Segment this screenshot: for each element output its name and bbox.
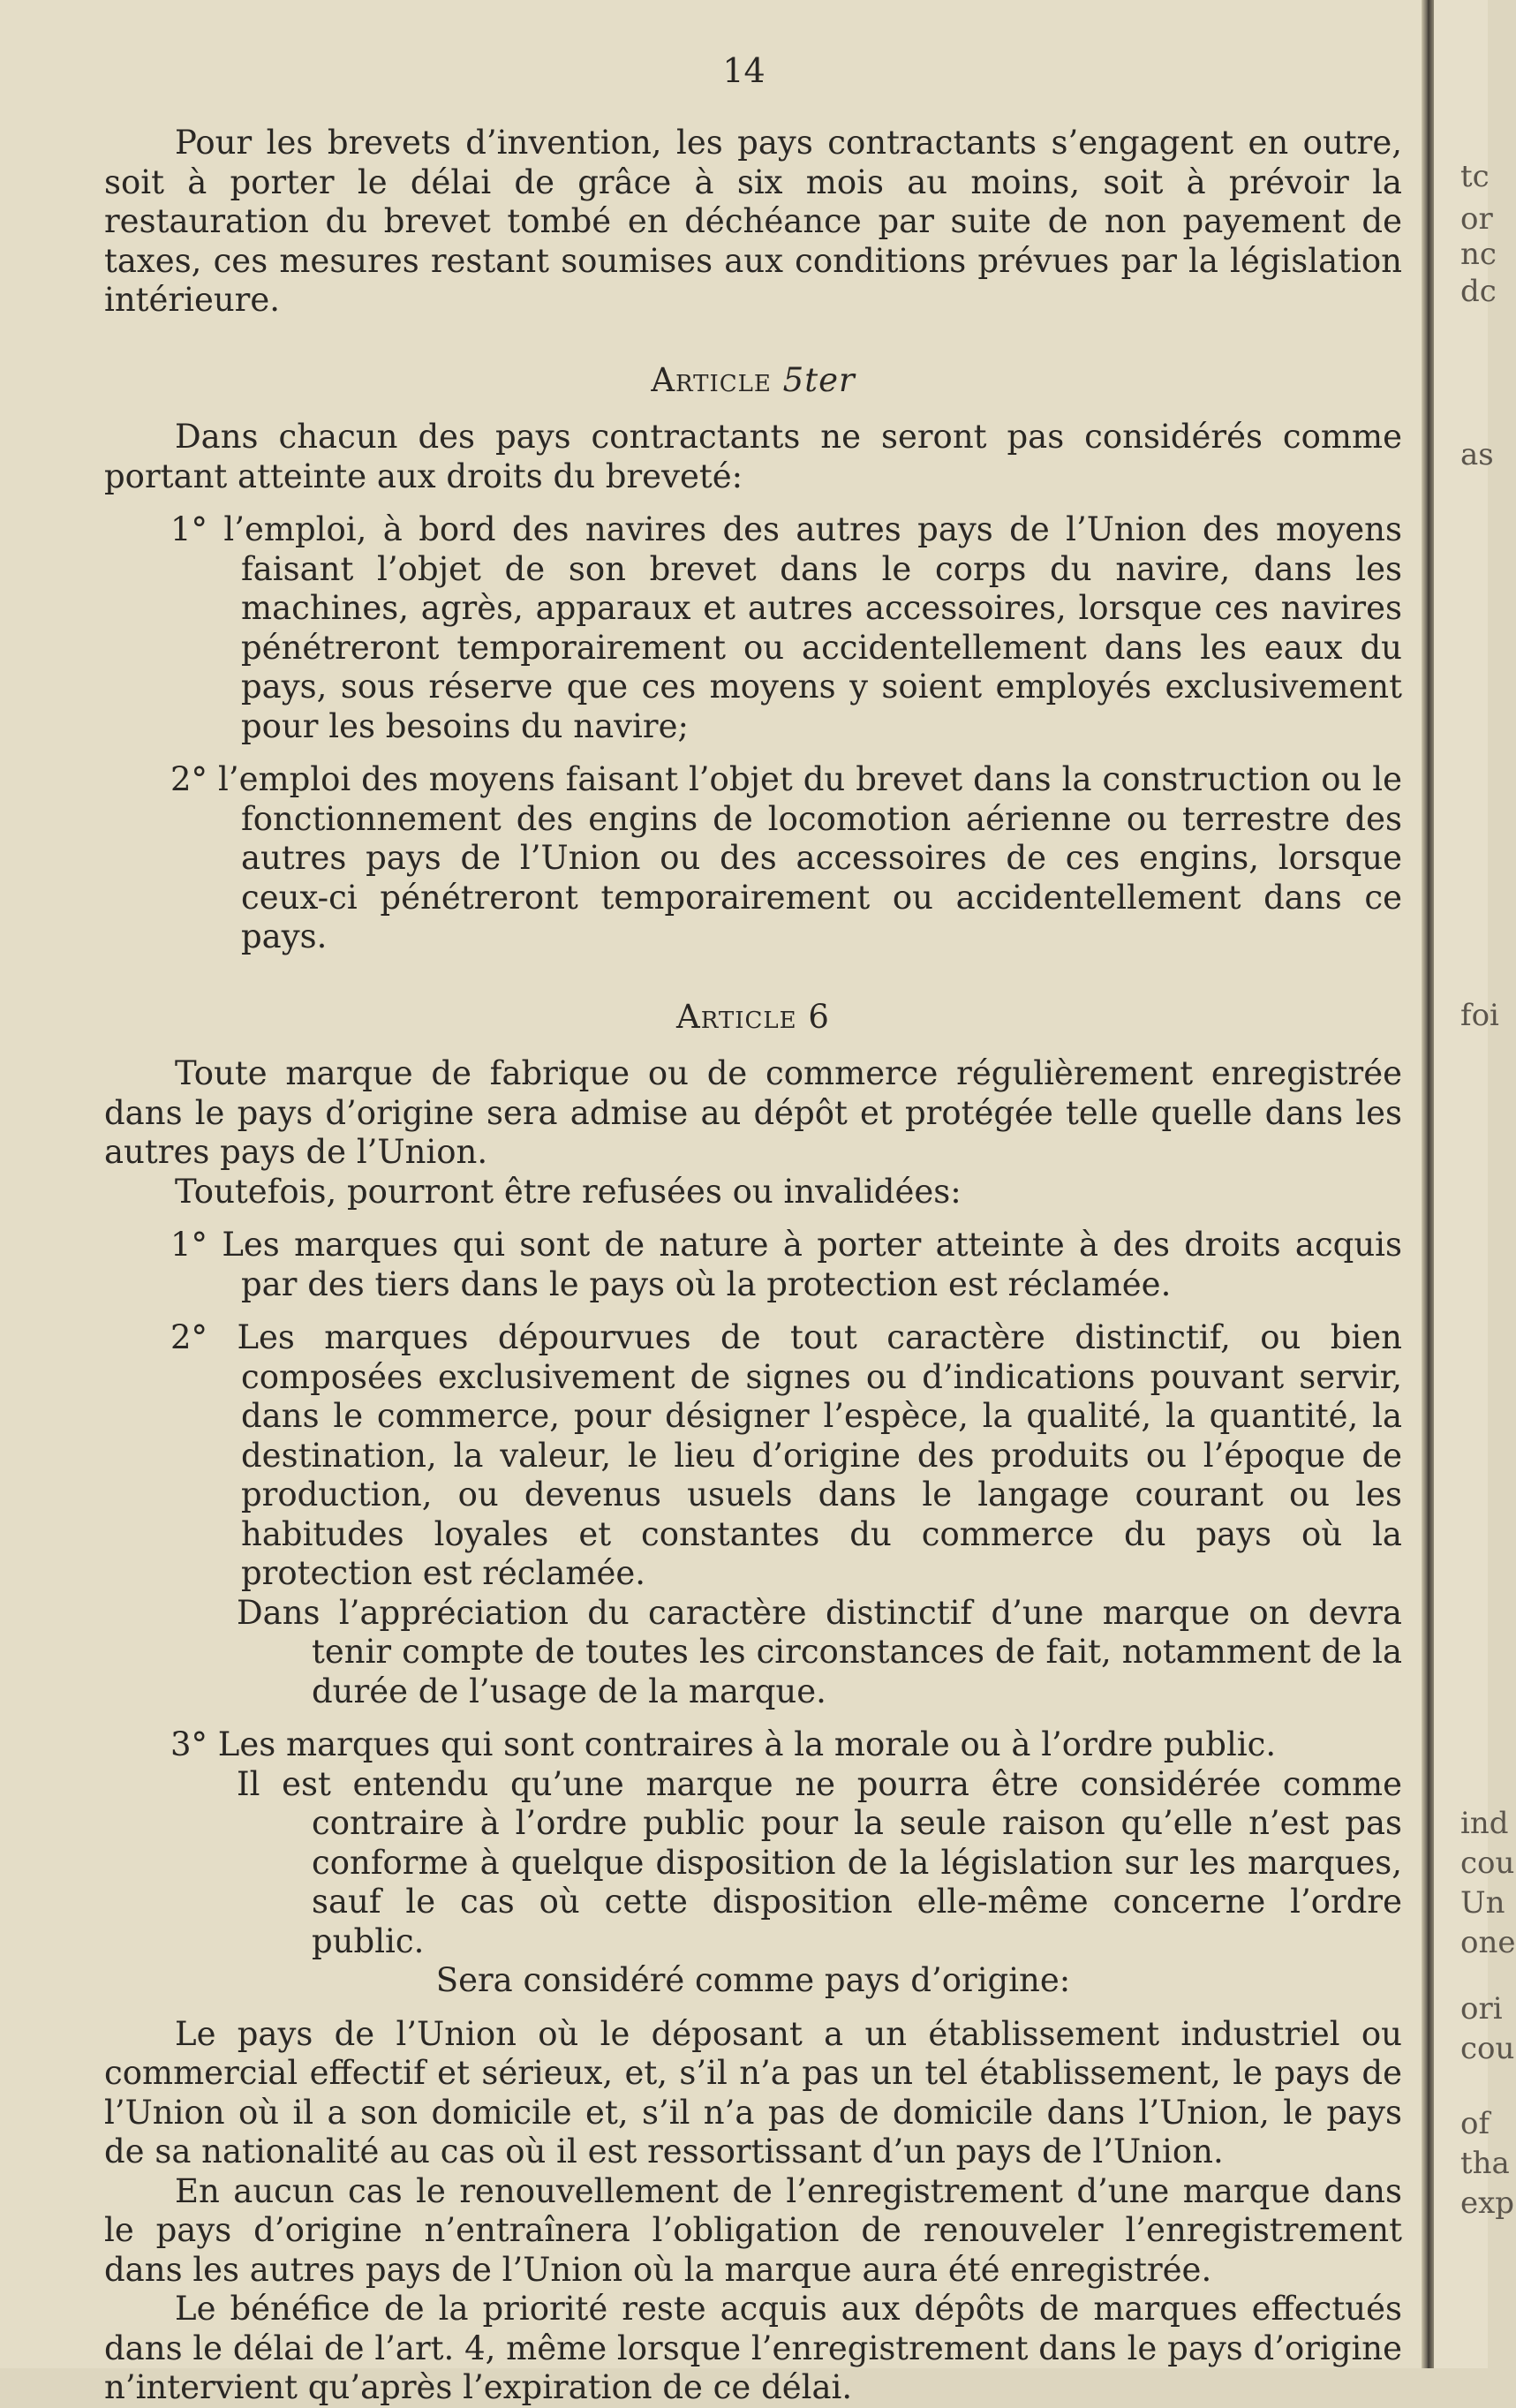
article-number: 6 [808,997,830,1036]
facing-page-fragment: ori [1460,1991,1503,2027]
facing-page-fragment: nc [1460,237,1497,272]
article-6-item-3: 3° Les marques qui sont contraires à la morale ou à l’ordre public. [170,1725,1277,1763]
facing-page-fragment: of [1460,2106,1490,2141]
facing-page-fragment: ind [1460,1806,1509,1841]
facing-page-fragment: cou [1460,2031,1515,2066]
facing-page-fragment: one [1460,1925,1516,1960]
article-6-item-2-note: Dans l’appréciation du caractère distinctif d’une marque on devra tenir compte de toutes les circonstances de fait, notamment de la durée de l’usage de la marque. [237,1593,1402,1710]
article-6-paragraph-4: En aucun cas le renouvellement de l’enregistrement d’une marque dans le pays d’origine n’entraînera l’obligation de renouveler l’enregistrement dans les autres pays de l’Union où la marque aura été enregistrée. [104,2171,1402,2289]
article-5ter-item-1: 1° l’emploi, à bord des navires des autres pays de l’Union des moyens faisant l’objet de son brevet dans le corps du navire, dans les machines, agrès, apparaux et autres accessoires, lorsque ces navires pénétreront temporairement ou accidentellement dans les eaux du pays, sous réserve que ces moyens y soient employés exclusivement pour les besoins du navire; [170,510,1402,745]
article-6-item-2: 2° Les marques dépourvues de tout caractère distinctif, ou bien composées exclusivement de signes ou d’indications pouvant servir, dans le commerce, pour désigner l’espèce, la qualité, la quantité, la destination, la valeur, le lieu d’origine des produits ou l’époque de production, ou devenus usuels dans le langage courant ou les habitudes loyales et constantes du commerce du pays où la protection est réclamée. [170,1318,1402,1592]
article-5ter-intro: Dans chacun des pays contractants ne seront pas considérés comme portant atteinte aux droits du breveté: [104,418,1402,495]
article-label: Article [676,997,797,1036]
facing-page-edge [1434,0,1516,2368]
article-6-item-3-note: Il est entendu qu’une marque ne pourra être considérée comme contraire à l’ordre public pour la seule raison qu’elle n’est pas conforme à quelque disposition de la législation sur les marques, sauf le cas où cette disposition elle-même concerne l’ordre public. [237,1764,1402,1960]
article-label: Article [651,360,772,399]
article-number: 5ter [782,360,856,399]
document-body [104,124,1402,2408]
facing-page-fragment: dc [1460,274,1497,309]
article-6-origin-heading: Sera considéré comme pays d’origine: [435,1961,1071,1999]
facing-page-fragment: or [1460,201,1493,237]
book-gutter [1422,0,1434,2368]
article-5ter-heading [104,361,1402,401]
article-6-paragraph-5: Le bénéfice de la priorité reste acquis aux dépôts de marques effectués dans le délai de l’art. 4, même lorsque l’enregistrement dans le pays d’origine n’intervient qu’après l’expiration de ce délai. [104,2290,1402,2406]
article-6-paragraph-1: Toute marque de fabrique ou de commerce régulièrement enregistrée dans le pays d’origine sera admise au dépôt et protégée telle quelle dans les autres pays de l’Union. [104,1054,1402,1171]
facing-page-fragment: foi [1460,998,1499,1033]
facing-page-fragment: tha [1460,2146,1510,2181]
article-5ter-item-2: 2° l’emploi des moyens faisant l’objet du brevet dans la construction ou le fonctionnement des engins de locomotion aérienne ou terrestre des autres pays de l’Union ou des accessoires de ces engins, lorsque ceux-ci pénétreront temporairement ou accidentellement dans ce pays. [170,760,1402,955]
facing-page-fragment: exp [1460,2185,1515,2221]
facing-page-fragment: tc [1460,159,1490,194]
page-number: 14 [722,51,766,90]
facing-page-fragment: Un [1460,1885,1505,1921]
paragraph-brevets: Pour les brevets d’invention, les pays contractants s’engagent en outre, soit à porter le délai de grâce à six mois au moins, soit à prévoir la restauration du brevet tombé en déchéance par suite de non payement de taxes, ces mesures restant soumises aux conditions prévues par la législation intérieure. [104,124,1402,319]
article-6-heading [104,998,1402,1038]
article-6-paragraph-2: Toutefois, pourront être refusées ou invalidées: [175,1172,962,1211]
facing-page-fragment: as [1460,437,1494,472]
facing-page-fragment: cou [1460,1846,1515,1881]
article-6-item-1: 1° Les marques qui sont de nature à porter atteinte à des droits acquis par des tiers dans le pays où la protection est réclamée. [170,1226,1402,1303]
article-6-paragraph-3: Le pays de l’Union où le déposant a un établissement industriel ou commercial effectif et sérieux, et, s’il n’a pas un tel établissement, le pays de l’Union où il a son domicile et, s’il n’a pas de domicile dans l’Union, le pays de sa nationalité au cas où il est ressortissant d’un pays de l’Union. [104,2014,1402,2170]
